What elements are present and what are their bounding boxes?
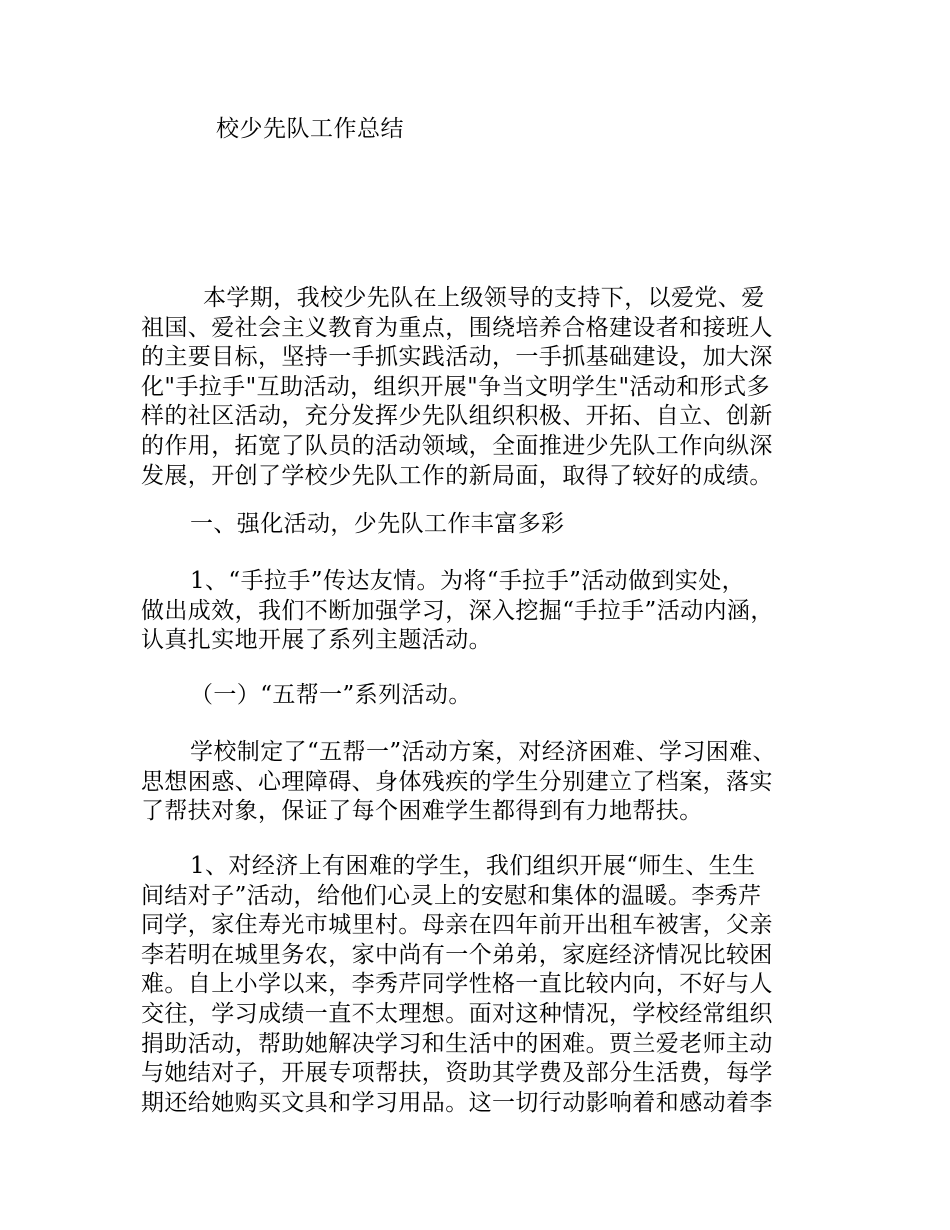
item1-line-3: 认真扎实地开展了系列主题活动。 (141, 627, 492, 654)
economic-line-4: 李若明在城里务农，家中尚有一个弟弟，家庭经济情况比较困 (141, 941, 773, 968)
section-heading-text: 一、强化活动，少先队工作丰富多彩 (190, 511, 565, 537)
economic-paragraph (141, 852, 841, 1118)
economic-line-5: 难。自上小学以来，李秀芹同学性格一直比较内向，不好与人 (141, 971, 773, 998)
economic-line-8: 与她结对子，开展专项帮扶，资助其学费及部分生活费，每学 (141, 1060, 773, 1087)
plan-line-1: 学校制定了“五帮一”活动方案，对经济困难、学习困难、 (190, 739, 776, 765)
intro-line-4: 化"手拉手"互助活动，组织开展"争当文明学生"活动和形式多 (141, 373, 770, 400)
item1-line-2: 做出成效，我们不断加强学习，深入挖掘“手拉手”活动内涵， (141, 597, 774, 624)
subheading-text: （一）“五帮一”系列活动。 (190, 682, 472, 708)
plan-line-2: 思想困惑、心理障碍、身体残疾的学生分别建立了档案，落实 (141, 768, 773, 795)
section-heading-1 (141, 510, 841, 540)
economic-line-2: 间结对子”活动，给他们心灵上的安慰和集体的温暖。李秀芹 (141, 882, 762, 909)
intro-paragraph (141, 284, 841, 491)
economic-line-6: 交往，学习成绩一直不太理想。面对这种情况，学校经常组织 (141, 1000, 773, 1027)
economic-line-7: 捐助活动，帮助她解决学习和生活中的困难。贾兰爱老师主动 (141, 1030, 773, 1057)
intro-line-2: 祖国、爱社会主义教育为重点，围绕培养合格建设者和接班人 (141, 314, 773, 341)
subheading-1 (141, 681, 841, 711)
intro-line-6: 的作用，拓宽了队员的活动领域，全面推进少先队工作向纵深 (141, 432, 773, 459)
plan-line-3: 了帮扶对象，保证了每个困难学生都得到有力地帮扶。 (141, 798, 703, 825)
item1-line-1: 1、“手拉手”传达友情。为将“手拉手”活动做到实处， (190, 568, 746, 594)
intro-line-3: 的主要目标，坚持一手抓实践活动，一手抓基础建设，加大深 (141, 344, 773, 371)
intro-line-7: 发展，开创了学校少先队工作的新局面，取得了较好的成绩。 (141, 462, 773, 489)
economic-line-1: 1、对经济上有困难的学生，我们组织开展“师生、生生 (190, 853, 756, 879)
economic-line-3: 同学，家住寿光市城里村。母亲在四年前开出租车被害，父亲 (141, 912, 773, 939)
intro-line-1: 本学期，我校少先队在上级领导的支持下，以爱党、爱 (203, 285, 765, 311)
economic-line-9: 期还给她购买文具和学习用品。这一切行动影响着和感动着李 (141, 1089, 773, 1116)
item-1-paragraph (141, 567, 841, 656)
document-title: 校少先队工作总结 (216, 116, 404, 142)
plan-paragraph (141, 738, 841, 827)
intro-line-5: 样的社区活动，充分发挥少先队组织积极、开拓、自立、创新 (141, 403, 773, 430)
